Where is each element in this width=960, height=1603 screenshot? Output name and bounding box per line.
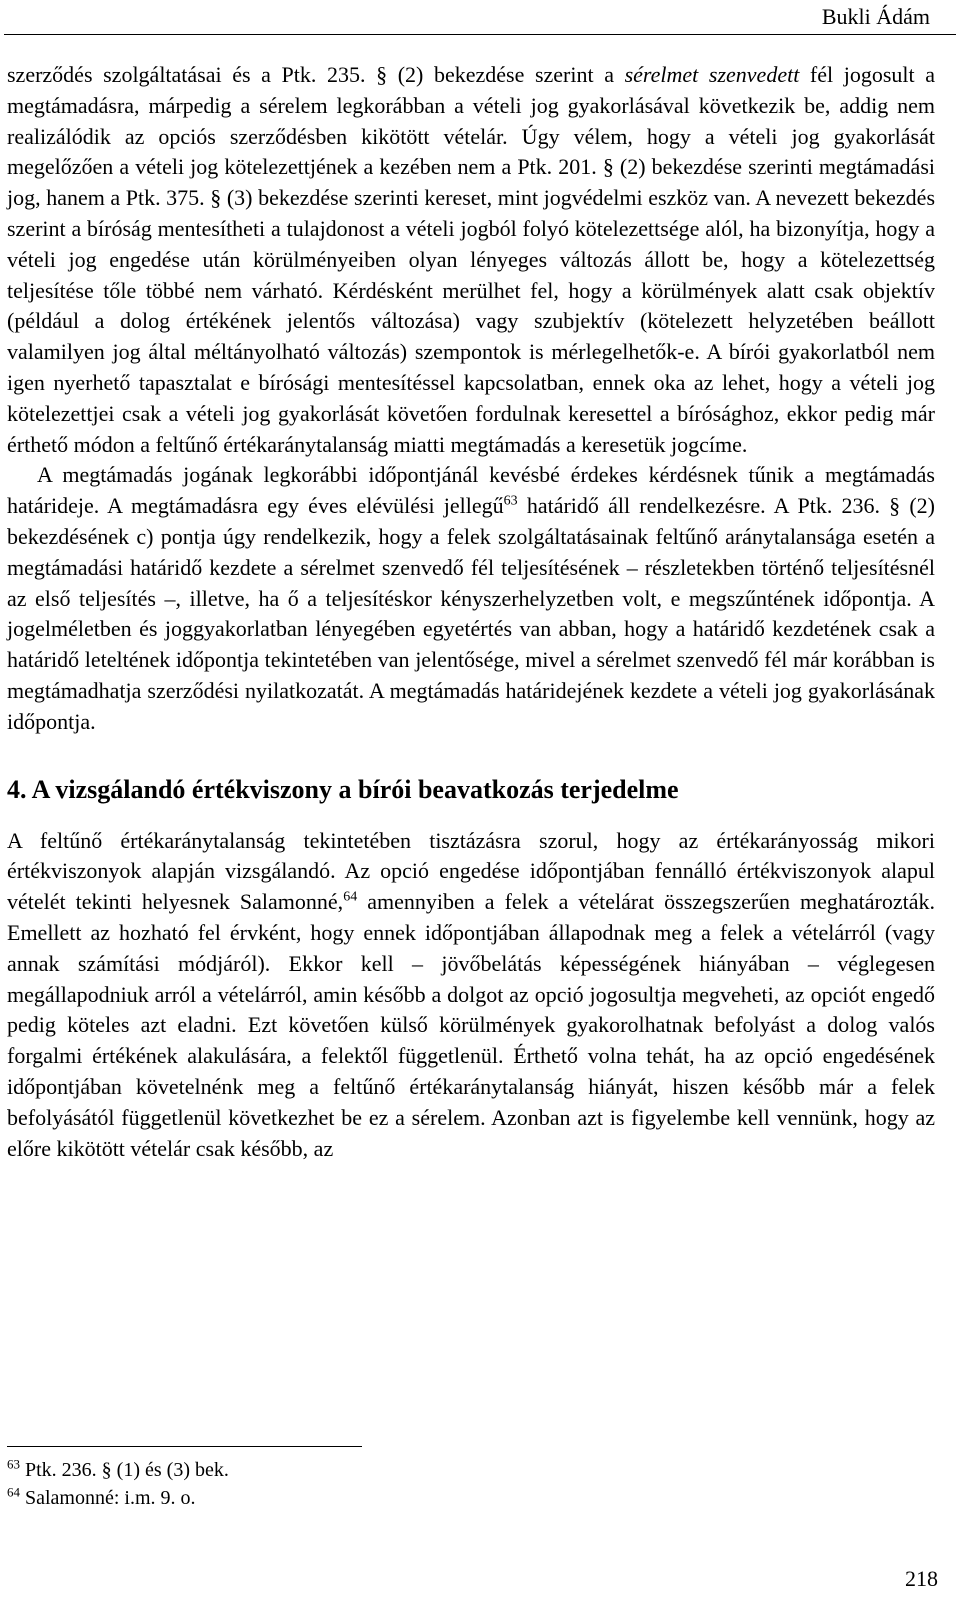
header-rule [4, 34, 956, 35]
paragraph-2: A megtámadás jogának legkorábbi időpontjánál kevésbé érdekes kérdésnek tűnik a megtámadás határideje. A megtámadásra egy éves elévülési jellegű$^{63}$ határidő áll rendelkezésre. A Ptk. 236. § (2) bekezdésének c) pontja úgy rendelkezik, hogy a felek szolgáltatásainak feltűnő aránytalansága esetén a megtámadási határidő kezdete a sérelmet szenvedő fél teljesítésének – részletekben történő teljesítésnél az első teljesítés –, illetve, ha ő a teljesítéskor kényszerhelyzetben volt, e megszűntének időpontja. A jogelméletben és joggyakorlatban lényegében egyetértés van abban, hogy a határidő kezdetének csak a határidő leteltének időpontja tekintetében van jelentősége, mivel a sérelmet szenvedő fél már korábban is megtámadhatja szerződési nyilatkozatát. A megtámadás határidejének kezdete a vételi jog gyakorlásának időpontja. [7, 462, 935, 734]
footnote-64: $^{64}$ Salamonné: i.m. 9. o. [7, 1484, 196, 1509]
section-heading: 4. A vizsgálandó értékviszony a bírói beavatkozás terjedelme [7, 774, 679, 804]
italic-phrase: sérelmet szenvedett [624, 62, 800, 87]
footnote-63: $^{63}$ Ptk. 236. § (1) és (3) bek. [7, 1456, 229, 1481]
body-text [7, 60, 935, 1164]
paragraph-1: szerződés szolgáltatásai és a Ptk. 235. § (2) bekezdése szerint a sérelmet szenvedett fél jogosult a megtámadásra, márpedig a sérelem legkorábban a vételi jog gyakorlásával következik be, addig nem realizálódik az opciós szerződésben kikötött vételár. Úgy vélem, hogy a vételi jog gyakorlását megelőzően a vételi jog kötelezettjének a kezében nem a Ptk. 201. § (2) bekezdése szerinti megtámadási jog, hanem a Ptk. 375. § (3) bekezdése szerinti kereset, mint jogvédelmi eszköz van. A nevezett bekezdés szerint a bíróság mentesítheti a tulajdonost a vételi jogból folyó kötelezettsége alól, ha bizonyítja, hogy a vételi jog engedése után körülményeiben olyan lényeges változás állott be, hogy a kötelezettség teljesítése tőle többé nem várható. Kérdésként merülhet fel, hogy a körülmények alatt csak objektív (például a dolog értékének jelentős változása) vagy szubjektív (kötelezett helyzetében beállott valamilyen jog által méltányolható változás) szempontok is mérlegelhetők-e. A bírói gyakorlatból nem igen nyerhető tapasztalat e bírósági mentesítéssel kapcsolatban, ennek oka az lehet, hogy a vételi jog kötelezettjei csak a vételi jog gyakorlását követően fordulnak keresettel a bírósághoz, ekkor pedig már érthető módon a feltűnő értékaránytalanság miatti megtámadás a keresetük jogcíme. [7, 62, 935, 457]
footnote-ref-64[interactable]: 64 [343, 889, 358, 905]
footnotes [7, 1456, 707, 1512]
paragraph-3: A feltűnő értékaránytalanság tekintetében tisztázásra szorul, hogy az értékarányosság mikori értékviszonyok alapján vizsgálandó. Az opció engedése időpontjában fennálló értékviszonyok alapul vételét tekinti helyesnek Salamonné,$^{64}$ amennyiben a felek a vételárat összegszerűen meghatározták. Emellett az hozható fel érvként, hogy ennek időpontjában állapodnak meg a felek a vételárról (vagy annak számítási módjáról). Ekkor kell – jövőbelátás képességének hiányában – véglegesen megállapodniuk arról a vételárról, amin később a dolgot az opció jogosultja megveheti, az opciót engedő pedig köteles azt eladni. Ezt követően külső körülmények gyakorolhatnak befolyást a dolog valós forgalmi értékének alakulására, a felektől függetlenül. Érthető volna tehát, ha az opció engedésének időpontjában követelnénk meg a feltűnő értékaránytalanság hiányát, hiszen később már a felek befolyásától függetlenül következhet be ez a sérelem. Azonban azt is figyelembe kell vennünk, hogy az előre kikötött vételár csak később, az [7, 827, 935, 1161]
footnote-rule [7, 1446, 362, 1447]
footnote-ref-63[interactable]: 63 [503, 493, 518, 509]
page-number: 218 [905, 1566, 938, 1591]
running-head: Bukli Ádám [821, 4, 930, 29]
